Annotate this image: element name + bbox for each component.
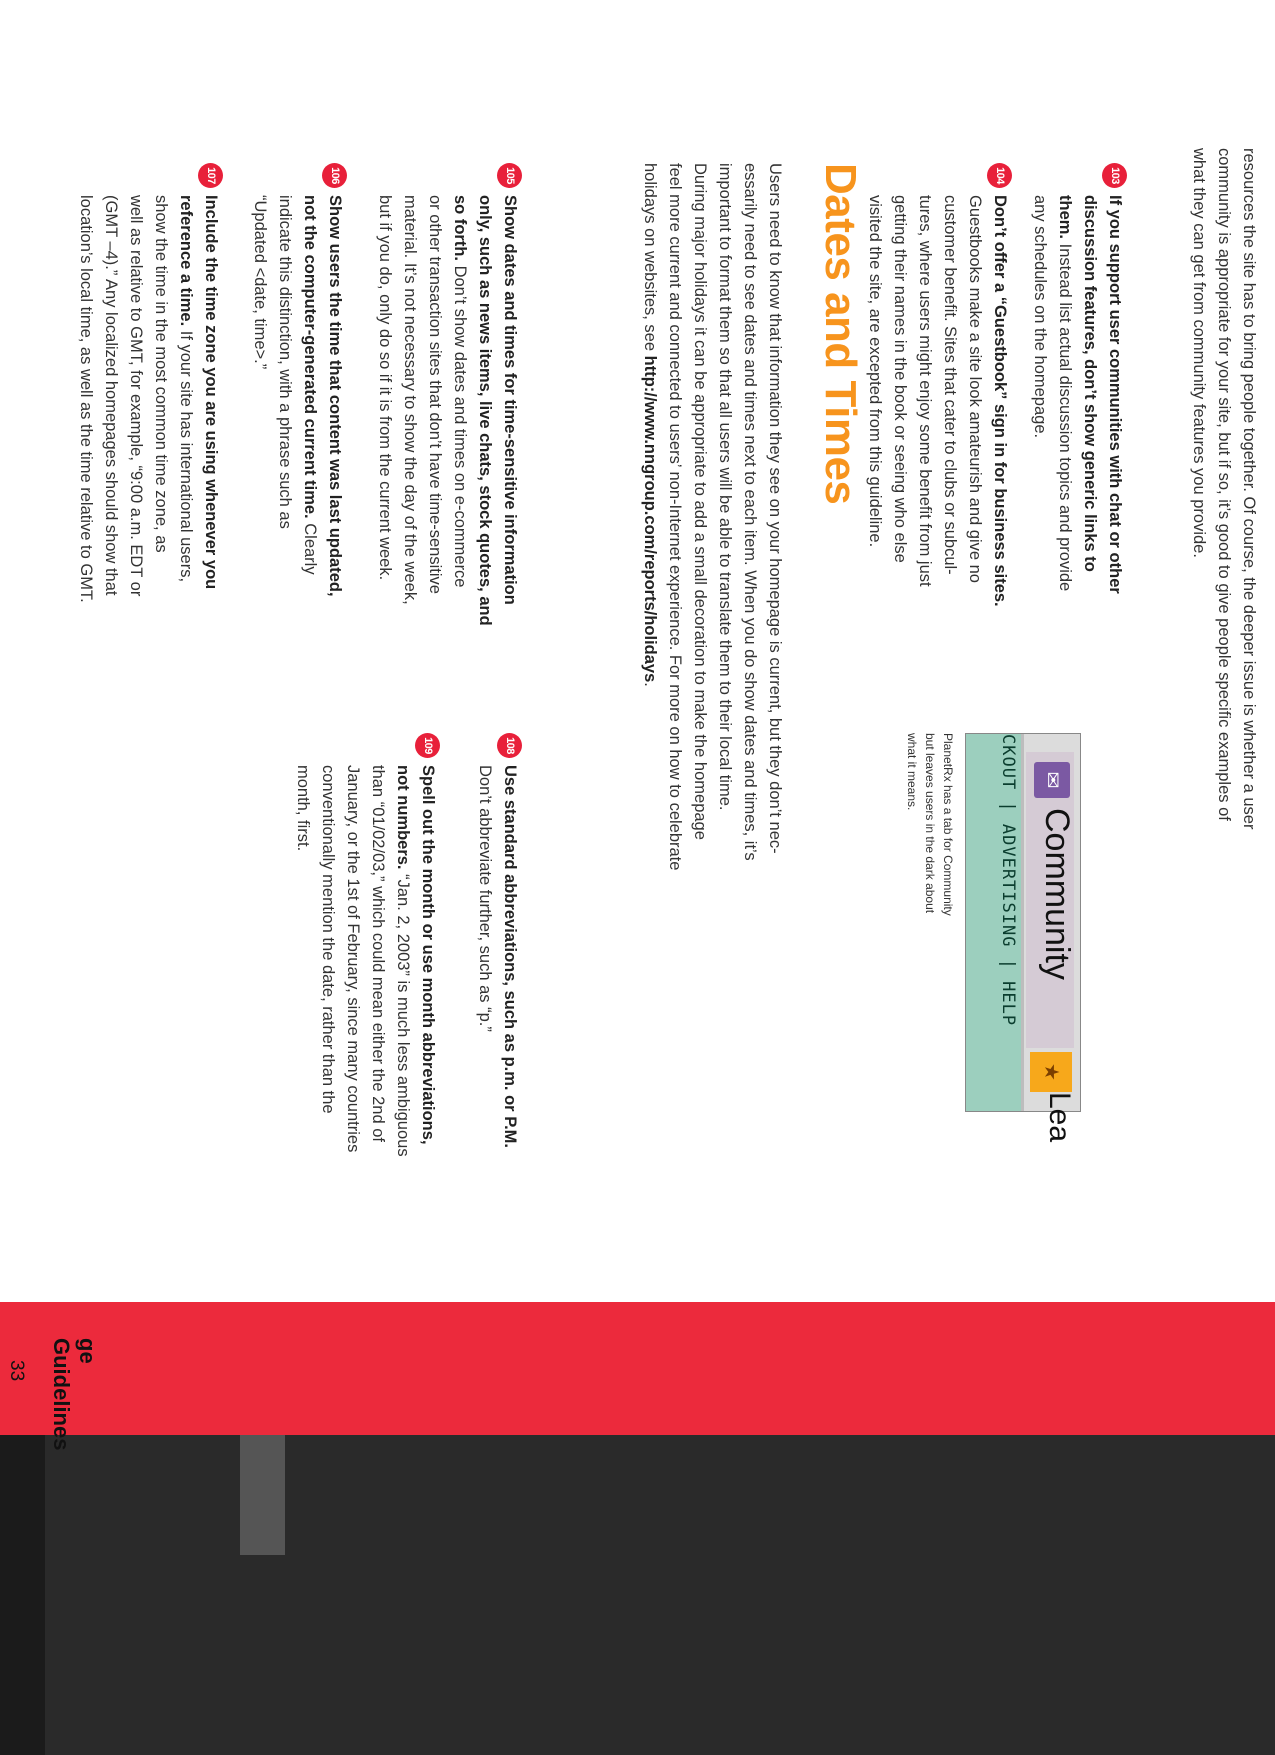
guideline-body-line: month, first. [294, 765, 312, 852]
holidays-report-link[interactable]: http://www.nngroup.com/reports/holidays [641, 355, 659, 683]
guideline-body-line: than “01/02/03,” which could mean either the 2nd of [369, 765, 387, 1142]
intro-paragraph [1186, 148, 1261, 1248]
guideline-title-line: Spell out the month or use month abbreviations, [419, 765, 437, 1145]
book-icon: ★ [1030, 1052, 1072, 1092]
intro-line: resources the site has to bring people together. Of course, the deeper issue is whether a user [1240, 148, 1258, 830]
intro-line: Users need to know that information they see on your homepage is current, but they don’t nec- [766, 163, 784, 854]
intro-line: During major holidays it can be appropriate to add a small decoration to make the homepage [691, 163, 709, 840]
link-suffix: . [641, 682, 659, 687]
guideline-body-line: (GMT –4).” Any localized homepages should show that [102, 195, 120, 596]
guideline-body-line: indicate this distinction, with a phrase such as [276, 195, 294, 529]
speech-bubble-icon: ✉ [1034, 762, 1070, 798]
guideline-body-line: visited the site, are excepted from this guideline. [866, 195, 884, 548]
link-prefix: holidays on websites, see [641, 163, 659, 356]
guideline-body-line: conventionally mention the date, rather than the [319, 765, 337, 1114]
guideline-title-line: If you support user communities with chat or other [1106, 195, 1124, 594]
section-heading: Dates and Times [816, 163, 865, 505]
scan-shadow [240, 1435, 285, 1555]
intro-line: important to format them so that all users will be able to translate them to their local time. [716, 163, 734, 811]
page-number: 33 [6, 1360, 27, 1382]
guideline-body-line: getting their names in the book or seeing who else [891, 195, 909, 563]
guideline-number-badge: 107 [198, 163, 223, 188]
guideline-104 [862, 195, 1012, 755]
guideline-103 [1027, 195, 1127, 755]
guideline-body-line: well as relative to GMT, for example, “9:00 a.m. EDT or [127, 195, 145, 597]
guideline-title-line: not the computer-generated current time. [301, 195, 319, 519]
guideline-number-badge: 103 [1102, 163, 1127, 188]
caption-line: what it means. [905, 733, 919, 811]
guideline-number-badge: 109 [415, 733, 440, 758]
guideline-number-badge: 106 [322, 163, 347, 188]
guideline-109 [290, 765, 440, 1305]
intro-line: essarily need to see dates and times next to each item. When you do show dates and times, it’s [741, 163, 759, 861]
footer-title: ge Guidelines [49, 1338, 100, 1451]
scan-background-inner [45, 1435, 1275, 1755]
guideline-body-line: but if you do, only do so if it is from the current week. [376, 195, 394, 581]
guideline-body-line: customer benefit. Sites that cater to clubs or subcul- [941, 195, 959, 575]
guideline-body-line: material. It’s not necessary to show the day of the week, [401, 195, 419, 605]
guideline-body-line: If your site has international users, [177, 330, 195, 583]
guideline-body-line: Instead list actual discussion topics and provide [1056, 243, 1074, 592]
planetrx-screenshot [965, 733, 1081, 1143]
learn-tab-label: Lea [1043, 1092, 1076, 1143]
scan-background [0, 1435, 1275, 1755]
guideline-title-line: Use standard abbreviations, such as p.m. or P.M. [501, 765, 519, 1148]
screenshot-nav-links: CKOUT | ADVERTISING | HELP [998, 734, 1018, 1027]
guideline-body-line: Don’t show dates and times on e-commerce [451, 265, 469, 588]
guideline-body-line: January, or the 1st of February, since many countries [344, 765, 362, 1153]
guideline-body-line: Clearly [301, 523, 319, 575]
guideline-body-line: “Updated <date, time>.” [251, 195, 269, 370]
guideline-body-line: or other transaction sites that don’t have time-sensitive [426, 195, 444, 594]
guideline-body-line: “Jan. 2, 2003” is much less ambiguous [394, 874, 412, 1157]
guideline-title-line: Don’t offer a “Guestbook” sign in for business sites. [991, 195, 1009, 607]
intro-line-with-link [637, 163, 662, 1163]
guideline-number-badge: 105 [497, 163, 522, 188]
guideline-title-line: them. [1056, 195, 1074, 240]
guideline-body-line: location’s local time, as well as the time relative to GMT. [77, 195, 95, 603]
guideline-106 [247, 195, 347, 740]
guideline-title-line: not numbers. [394, 765, 412, 870]
footer-band [0, 1302, 1275, 1435]
intro-line: community is appropriate for your site, but if so, it’s good to give people specific examples of [1215, 148, 1233, 821]
guideline-title-line: Include the time zone you are using whenever you [202, 195, 220, 590]
guideline-title-line: reference a time. [177, 195, 195, 327]
guideline-number-badge: 104 [987, 163, 1012, 188]
guideline-107 [73, 195, 223, 740]
section-intro [637, 163, 787, 1163]
caption-line: PlanetRx has a tab for Community [941, 733, 955, 916]
guideline-number-badge: 108 [497, 733, 522, 758]
caption-line: but leaves users in the dark about [923, 733, 937, 914]
guideline-title-line: discussion features, don’t show generic links to [1081, 195, 1099, 572]
intro-line: what they can get from community features you provide. [1190, 148, 1208, 558]
guideline-105 [372, 195, 522, 740]
guideline-body-line: show the time in the most common time zone, as [152, 195, 170, 553]
guideline-108 [472, 765, 522, 1305]
intro-line: feel more current and connected to users’ non-Internet experience. For more on how to celebrate [666, 163, 684, 871]
guideline-body-line: any schedules on the homepage. [1031, 195, 1049, 439]
guideline-title-line: so forth. [451, 195, 469, 261]
guideline-body-line: Don’t abbreviate further, such as “p.” [476, 765, 494, 1032]
guideline-body-line: Guestbooks make a site look amateurish and give no [966, 195, 984, 583]
community-tab-label: Community [1038, 808, 1076, 980]
guideline-title-line: Show users the time that content was last updated, [326, 195, 344, 597]
guideline-body-line: tures, where users might enjoy some benefit from just [916, 195, 934, 587]
screenshot-caption [903, 733, 957, 1033]
guideline-title-line: Show dates and times for time-sensitive information [501, 195, 519, 605]
guideline-title-line: only, such as news items, live chats, stock quotes, and [476, 195, 494, 626]
